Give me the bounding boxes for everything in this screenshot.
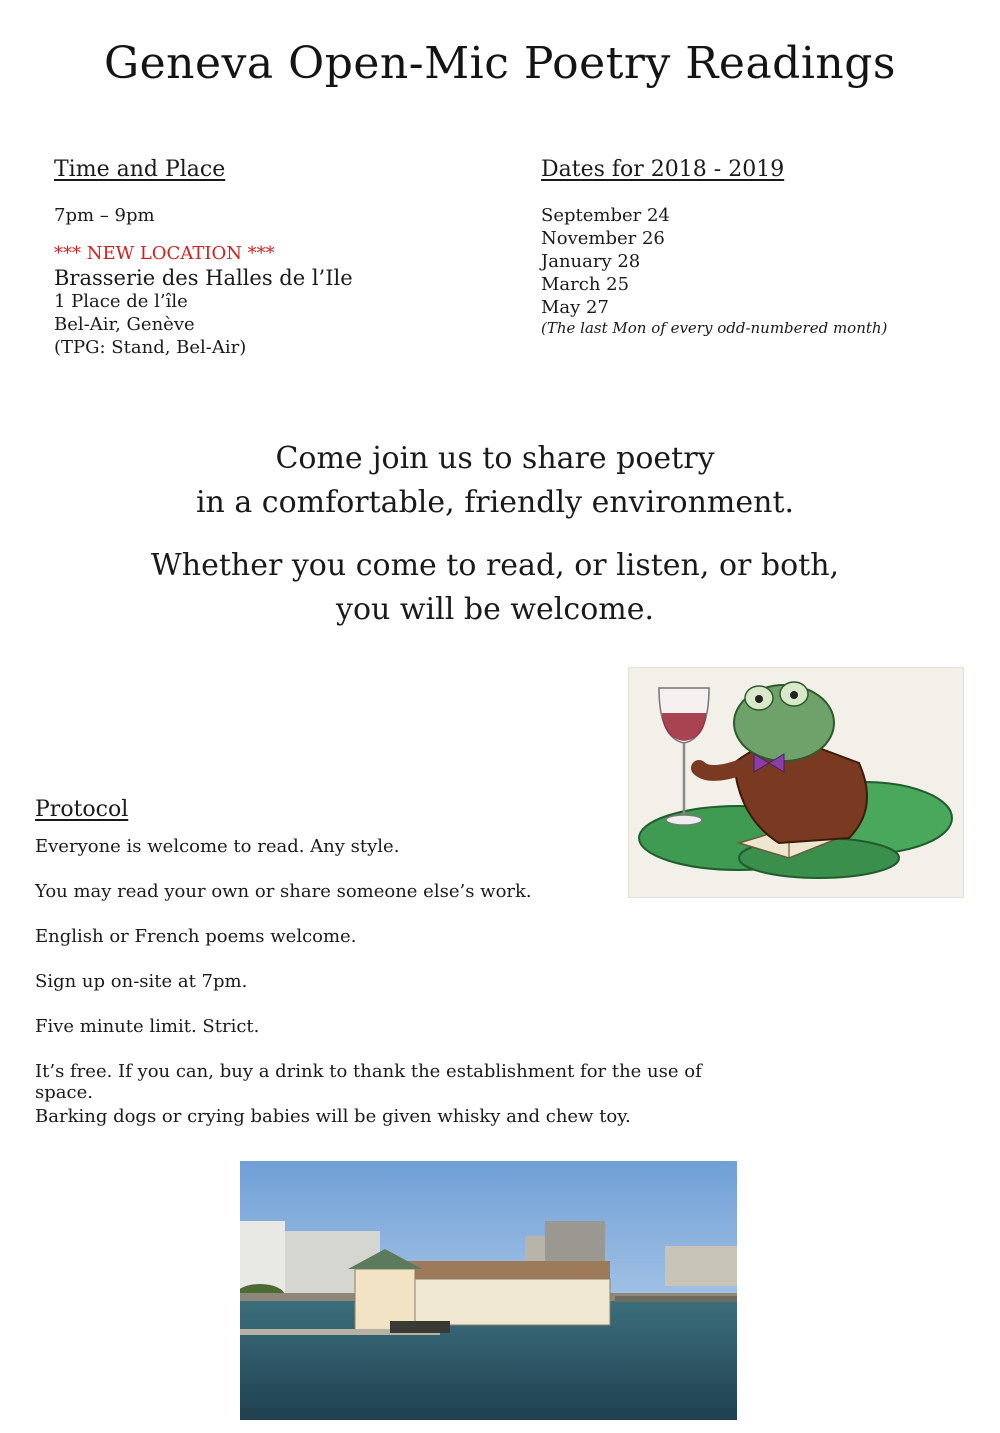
page-title: Geneva Open-Mic Poetry Readings <box>103 38 896 89</box>
invite-line: Whether you come to read, or listen, or both, <box>150 548 840 583</box>
venue-name: Brasserie des Halles de l’Ile <box>54 266 353 290</box>
protocol-item: Everyone is welcome to read. Any style. <box>35 836 400 857</box>
protocol-section <box>35 797 755 1151</box>
protocol-heading: Protocol <box>35 797 129 822</box>
address-line: (TPG: Stand, Bel-Air) <box>54 337 247 358</box>
invite-line: you will be welcome. <box>336 592 654 627</box>
dates-section <box>541 157 961 337</box>
protocol-item: You may read your own or share someone else’s work. <box>35 881 532 902</box>
address-line: Bel-Air, Genève <box>54 314 195 335</box>
protocol-item: It’s free. If you can, buy a drink to thank the establishment for the use of space. <box>35 1061 702 1103</box>
date-item: March 25 <box>541 274 630 295</box>
protocol-item: English or French poems welcome. <box>35 926 357 947</box>
new-location-notice: *** NEW LOCATION *** <box>54 243 275 264</box>
venue-photo <box>240 1161 737 1420</box>
dates-note: (The last Mon of every odd-numbered month) <box>541 319 888 337</box>
date-item: January 28 <box>541 251 641 272</box>
dates-heading: Dates for 2018 - 2019 <box>541 157 785 182</box>
protocol-item: Barking dogs or crying babies will be given whisky and chew toy. <box>35 1106 631 1127</box>
address-line: 1 Place de l’île <box>54 291 188 312</box>
date-item: May 27 <box>541 297 609 318</box>
invite-block-1 <box>0 437 990 525</box>
invite-line: Come join us to share poetry <box>275 441 715 476</box>
time-place-section <box>54 157 474 359</box>
invite-block-2 <box>0 544 990 632</box>
invite-line: in a comfortable, friendly environment. <box>195 485 795 520</box>
time-place-heading: Time and Place <box>54 157 226 182</box>
date-item: November 26 <box>541 228 665 249</box>
protocol-item: Five minute limit. Strict. <box>35 1016 260 1037</box>
date-item: September 24 <box>541 205 670 226</box>
time-range: 7pm – 9pm <box>54 205 155 226</box>
protocol-item: Sign up on-site at 7pm. <box>35 971 248 992</box>
